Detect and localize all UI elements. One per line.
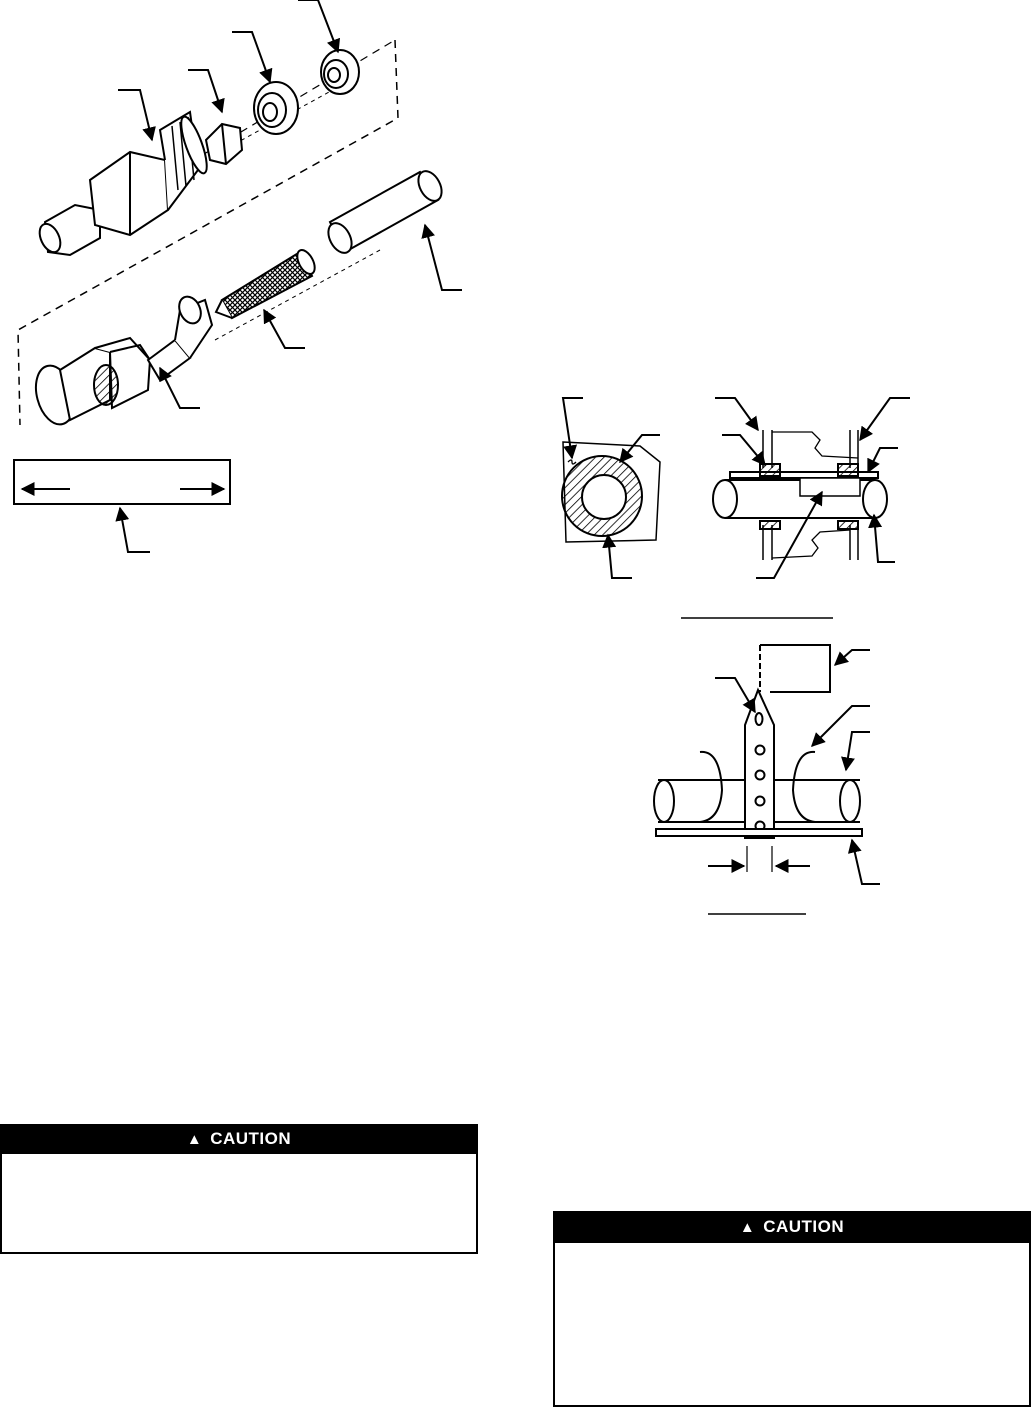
- sleeve: [321, 50, 359, 94]
- caution-heading: CAUTION: [210, 1129, 292, 1148]
- small-nut: [206, 124, 242, 164]
- caution-body: [553, 1243, 1031, 1407]
- ferrule: [254, 82, 298, 134]
- caution-body: [0, 1154, 478, 1254]
- strap-hanger-figure: [654, 645, 862, 838]
- caution-heading: CAUTION: [763, 1217, 845, 1236]
- pipe-section-figure: [562, 442, 660, 542]
- fitting-body: [36, 112, 212, 255]
- warning-triangle-icon: ▲: [739, 1218, 756, 1236]
- strainer-screen: [216, 247, 318, 318]
- caution-header: [553, 1211, 1031, 1243]
- tube-segment: [324, 167, 447, 257]
- exploded-fitting-figure: [18, 40, 446, 429]
- warning-triangle-icon: ▲: [186, 1130, 203, 1148]
- caution-header: [0, 1124, 478, 1154]
- pipe-side-view-figure: [713, 430, 887, 560]
- dimension-box: [14, 460, 230, 552]
